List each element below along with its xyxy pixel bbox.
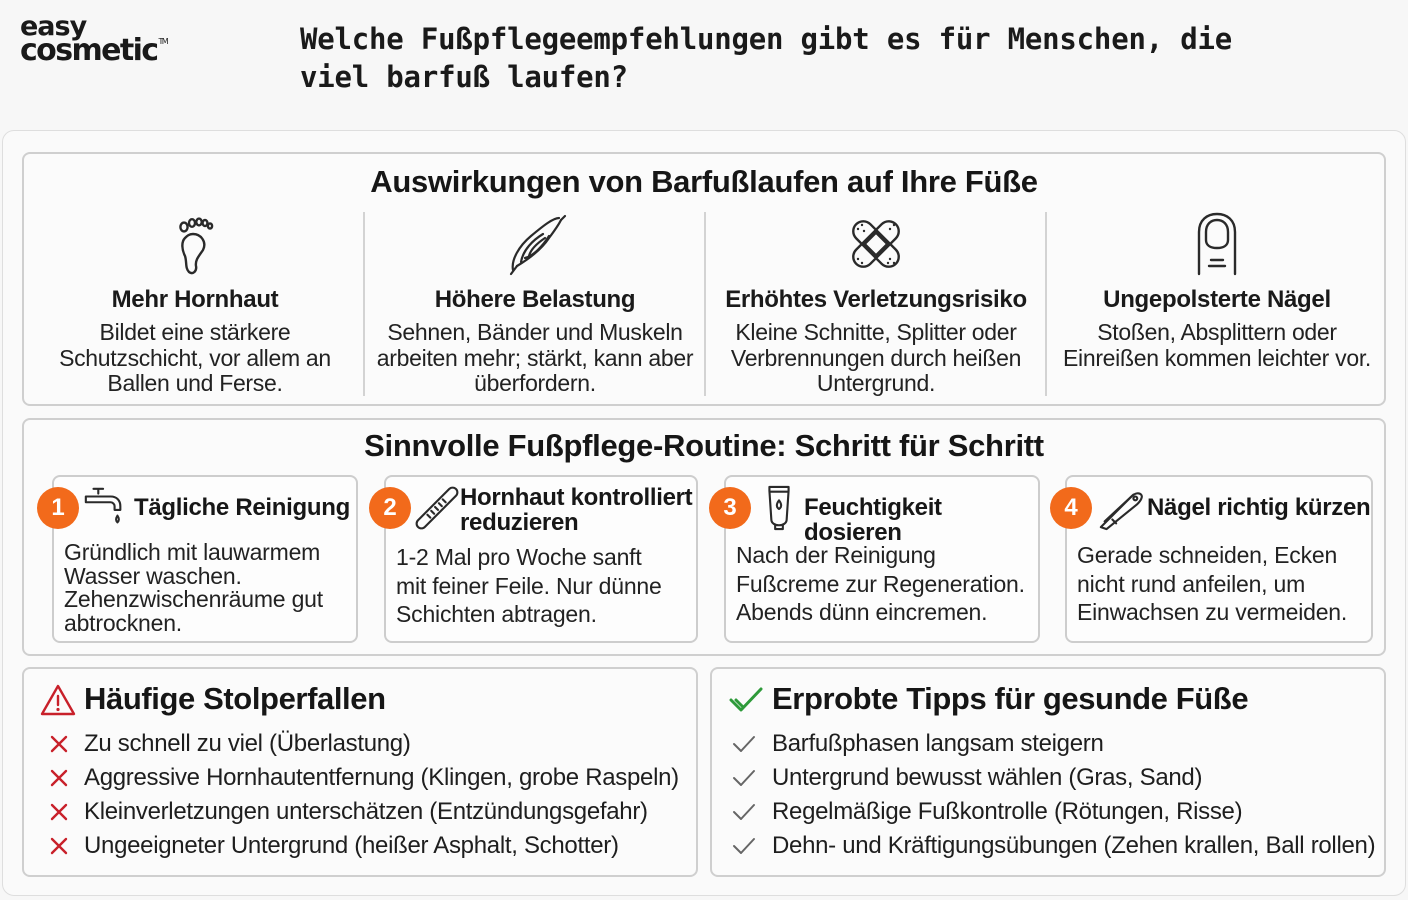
routine-panel — [22, 418, 1386, 656]
step-text-line: Zehenzwischenräume gut — [64, 586, 323, 612]
brand-logo — [20, 11, 180, 69]
step-text-line: Fußcreme zur Regeneration. — [736, 570, 1025, 597]
list-item — [44, 795, 679, 829]
step-heading: Nägel richtig kürzen — [1147, 494, 1371, 521]
step-text-line: Abends dünn eincremen. — [736, 599, 988, 625]
toenail-icon — [1185, 212, 1249, 276]
cross-icon — [44, 767, 84, 789]
step-number-badge: 4 — [1050, 487, 1092, 529]
list-item — [44, 761, 679, 795]
step-text-line: Gründlich mit lauwarmem — [64, 539, 321, 565]
effect-heading: Höhere Belastung — [434, 286, 636, 313]
logo-line-easy: easy — [20, 11, 87, 42]
step-text — [64, 541, 323, 635]
step-text-line: Einwachsen zu vermeiden. — [1077, 599, 1348, 625]
foot-icon — [163, 212, 227, 276]
routine-step — [724, 475, 1040, 643]
effect-text: Sehnen, Bänder und Muskeln arbeiten mehr; stärkt, kann aber überfordern. — [376, 319, 694, 396]
cross-icon — [44, 801, 84, 823]
effects-title: Auswirkungen von Barfußlaufen auf Ihre Füße — [370, 164, 1038, 199]
step-text-line: mit feiner Feile. Nur dünne — [396, 572, 662, 599]
effects-panel — [22, 152, 1386, 406]
step-heading: Feuchtigkeit dosieren — [804, 494, 942, 546]
pitfalls-list — [44, 727, 679, 863]
foot-file-icon — [414, 485, 460, 531]
check-icon — [732, 801, 772, 823]
list-item — [732, 727, 1375, 761]
list-item — [732, 795, 1375, 829]
check-icon — [732, 835, 772, 857]
list-item — [732, 761, 1375, 795]
effect-text: Kleine Schnitte, Splitter oder Verbrennungen durch heißen Untergrund. — [730, 319, 1022, 396]
faucet-icon — [82, 485, 128, 531]
effect-card — [1047, 212, 1387, 398]
pitfall-text: Ungeeigneter Untergrund (heißer Asphalt, Schotter) — [84, 832, 619, 859]
step-text-line: Gerade schneiden, Ecken — [1077, 542, 1338, 568]
page-question-title: Welche Fußpflegeempfehlungen gibt es für Menschen, die viel barfuß laufen? — [300, 22, 1233, 94]
effect-heading: Erhöhtes Verletzungsrisiko — [725, 286, 1027, 313]
pitfall-text: Kleinverletzungen unterschätzen (Entzündungsgefahr) — [84, 798, 648, 825]
routine-step — [52, 475, 358, 643]
step-heading — [460, 485, 692, 535]
nail-clipper-icon — [1097, 485, 1143, 531]
tip-text: Untergrund bewusst wählen (Gras, Sand) — [772, 764, 1203, 791]
logo-line-cosmetic — [20, 33, 180, 69]
step-text-line: Schichten abtragen. — [396, 601, 597, 627]
step-number-badge: 1 — [37, 487, 79, 529]
step-text-line: abtrocknen. — [64, 609, 182, 636]
muscle-icon — [503, 212, 567, 276]
tips-list — [732, 727, 1375, 863]
pitfall-text: Zu schnell zu viel (Überlastung) — [84, 730, 411, 757]
effect-card — [365, 212, 705, 398]
effect-card — [25, 212, 365, 398]
step-number-badge: 3 — [709, 487, 751, 529]
step-number-badge: 2 — [369, 487, 411, 529]
routine-step — [384, 475, 698, 643]
list-item — [732, 829, 1375, 863]
pitfalls-panel — [22, 667, 698, 877]
effect-card — [706, 212, 1046, 398]
effect-text: Bildet eine stärkere Schutzschicht, vor allem an Ballen und Ferse. — [59, 319, 331, 396]
cross-icon — [44, 835, 84, 857]
tip-text: Regelmäßige Fußkontrolle (Rötungen, Risse) — [772, 798, 1243, 825]
pitfalls-title: Häufige Stolperfallen — [84, 681, 386, 716]
list-item — [44, 829, 679, 863]
effect-heading: Mehr Hornhaut — [111, 286, 279, 313]
step-heading-line: Hornhaut kontrolliert — [460, 484, 693, 511]
step-text-line: nicht rund anfeilen, um — [1077, 570, 1306, 597]
cross-icon — [44, 733, 84, 755]
list-item — [44, 727, 679, 761]
tips-title: Erprobte Tipps für gesunde Füße — [772, 681, 1249, 716]
check-icon — [732, 733, 772, 755]
step-text — [1077, 541, 1347, 627]
cream-tube-icon — [756, 485, 802, 531]
step-text-line: 1-2 Mal pro Woche sanft — [396, 544, 642, 570]
tip-text: Dehn- und Kräftigungsübungen (Zehen krallen, Ball rollen) — [772, 832, 1376, 859]
logo-word: cosmetic — [20, 33, 158, 69]
step-text — [396, 543, 662, 629]
effect-text: Stoßen, Absplittern oder Einreißen kommen leichter vor. — [1062, 319, 1371, 371]
step-text-line: Wasser waschen. — [64, 562, 242, 589]
warning-icon — [40, 683, 76, 717]
step-text — [736, 541, 1025, 627]
routine-title: Sinnvolle Fußpflege-Routine: Schritt für Schritt — [364, 428, 1044, 463]
step-text-line: Nach der Reinigung — [736, 542, 936, 568]
checkmark-icon — [728, 683, 764, 717]
step-heading: Tägliche Reinigung — [134, 494, 350, 521]
check-icon — [732, 767, 772, 789]
tip-text: Barfußphasen langsam steigern — [772, 730, 1104, 757]
routine-step — [1065, 475, 1373, 643]
effect-heading: Ungepolsterte Nägel — [1103, 286, 1331, 313]
bandage-icon — [844, 212, 908, 276]
step-heading-line: reduzieren — [460, 509, 579, 536]
trademark-mark: TM — [158, 37, 168, 47]
tips-panel — [710, 667, 1386, 877]
pitfall-text: Aggressive Hornhautentfernung (Klingen, grobe Raspeln) — [84, 764, 679, 791]
